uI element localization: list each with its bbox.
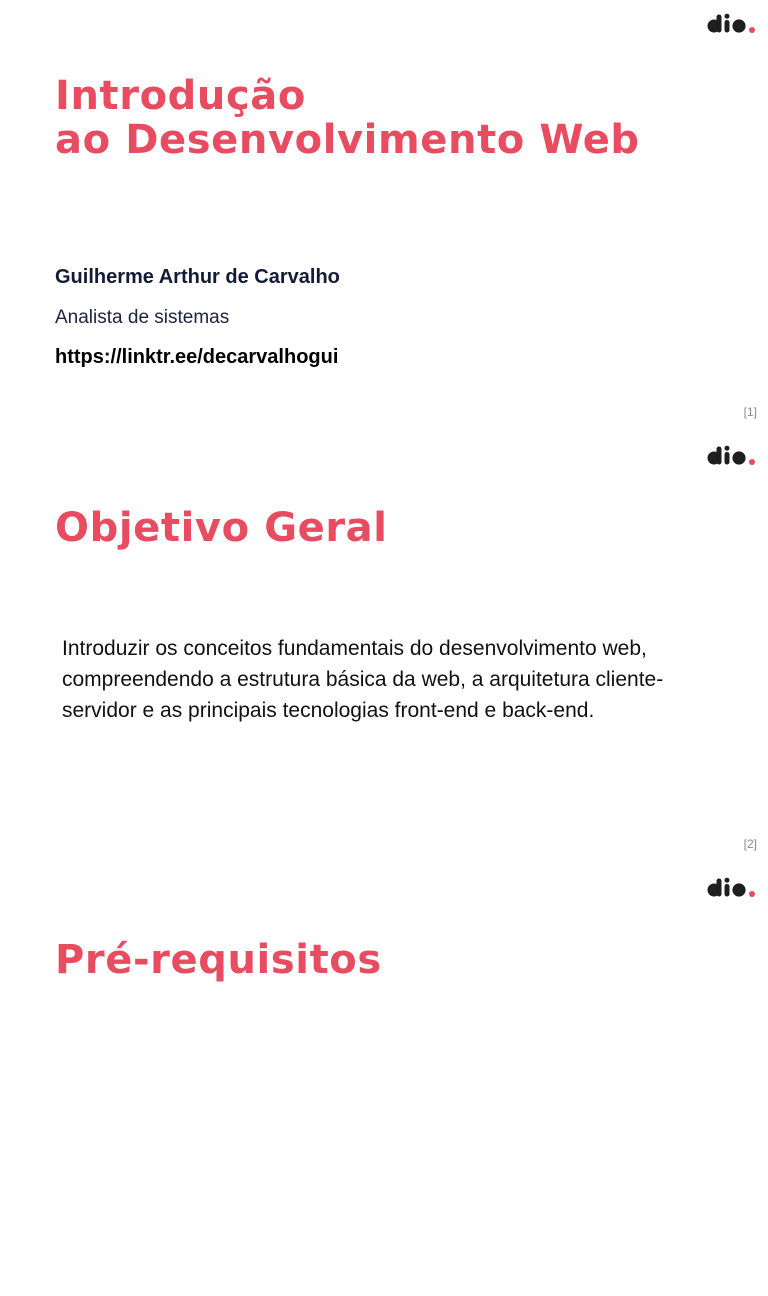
slide-title: Pré-requisitos (55, 937, 382, 983)
author-name: Guilherme Arthur de Carvalho (55, 266, 340, 288)
title-line-2: ao Desenvolvimento Web (55, 117, 640, 163)
slide-title: Objetivo Geral (55, 505, 388, 551)
author-role: Analista de sistemas (55, 307, 230, 328)
objective-text: Introduzir os conceitos fundamentais do desenvolvimento web, compreendendo a estrutura básica da web, a arquitetura cliente-servidor e as principais tecnologias front-end e back-end. (62, 637, 664, 722)
title-line-1: Introdução (55, 73, 306, 119)
slide-1 (0, 0, 768, 432)
dio-logo-icon (706, 13, 760, 35)
dio-logo-icon (706, 877, 760, 899)
slide-title (55, 74, 640, 162)
page-reference: [1] (743, 405, 757, 419)
slide-3 (0, 864, 768, 1296)
page-reference: [2] (743, 837, 757, 851)
slide-2 (0, 432, 768, 864)
dio-logo-icon (706, 445, 760, 467)
author-link[interactable]: https://linktr.ee/decarvalhogui (55, 346, 339, 368)
